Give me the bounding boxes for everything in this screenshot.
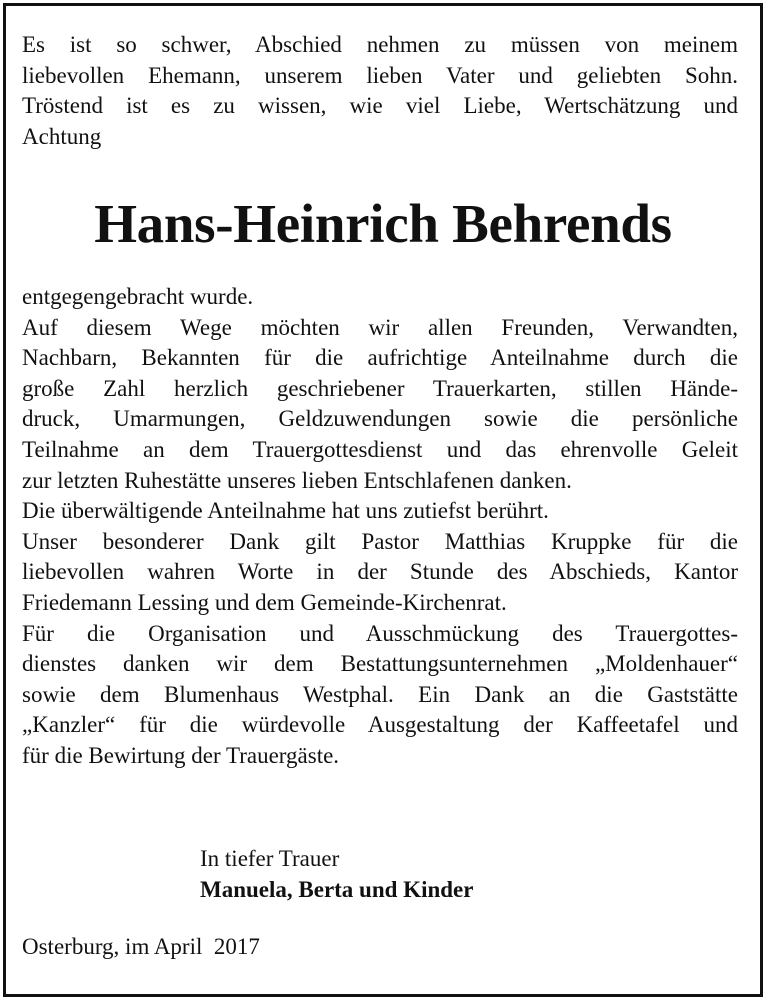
body-line: dienstes danken wir dem Bestattungsunternehmen „Moldenhauer“ bbox=[22, 651, 738, 677]
body-line: Nachbarn, Bekannten für die aufrichtige Anteilnahme durch die bbox=[22, 345, 738, 371]
body-line: Die überwältigende Anteilnahme hat uns zutiefst berührt. bbox=[22, 498, 549, 524]
body-line: Für die Organisation und Ausschmückung des Trauergottes- bbox=[22, 620, 738, 646]
signature-block bbox=[200, 844, 473, 905]
body-line: große Zahl herzlich geschriebener Trauerkarten, stillen Hände- bbox=[22, 375, 738, 401]
intro-line: Achtung bbox=[22, 123, 102, 149]
body-line: entgegengebracht wurde. bbox=[22, 284, 254, 309]
closing-text: In tiefer Trauer bbox=[200, 846, 340, 871]
deceased-name: Hans-Heinrich Behrends bbox=[94, 193, 672, 254]
body-line: liebevollen wahren Worte in der Stunde des Abschieds, Kantor bbox=[22, 559, 738, 585]
body-line: Teilnahme an dem Trauergottesdienst und das ehrenvolle Geleit bbox=[22, 436, 738, 462]
body-paragraph bbox=[22, 282, 738, 772]
intro-paragraph bbox=[22, 30, 738, 152]
place-date: Osterburg, im April 2017 bbox=[22, 934, 260, 959]
body-line: Auf diesem Wege möchten wir allen Freunden, Verwandten, bbox=[22, 314, 738, 340]
intro-line: liebevollen Ehemann, unserem lieben Vater und geliebten Sohn. bbox=[22, 62, 738, 88]
signatories: Manuela, Berta und Kinder bbox=[200, 876, 474, 902]
body-line: druck, Umarmungen, Geldzuwendungen sowie die persönliche bbox=[22, 406, 738, 432]
body-line: „Kanzler“ für die würdevolle Ausgestaltung der Kaffeetafel und bbox=[22, 712, 738, 738]
body-line: Friedemann Lessing und dem Gemeinde-Kirchenrat. bbox=[22, 589, 507, 615]
body-line: zur letzten Ruhestätte unseres lieben Entschlafenen danken. bbox=[22, 467, 572, 493]
intro-line: Tröstend ist es zu wissen, wie viel Liebe, Wertschätzung und bbox=[22, 93, 738, 119]
body-line: sowie dem Blumenhaus Westphal. Ein Dank an die Gaststätte bbox=[22, 681, 738, 707]
body-line: Unser besonderer Dank gilt Pastor Matthias Kruppke für die bbox=[22, 528, 738, 554]
body-line: für die Bewirtung der Trauergäste. bbox=[22, 742, 340, 768]
intro-line: Es ist so schwer, Abschied nehmen zu müssen von meinem bbox=[22, 32, 738, 57]
